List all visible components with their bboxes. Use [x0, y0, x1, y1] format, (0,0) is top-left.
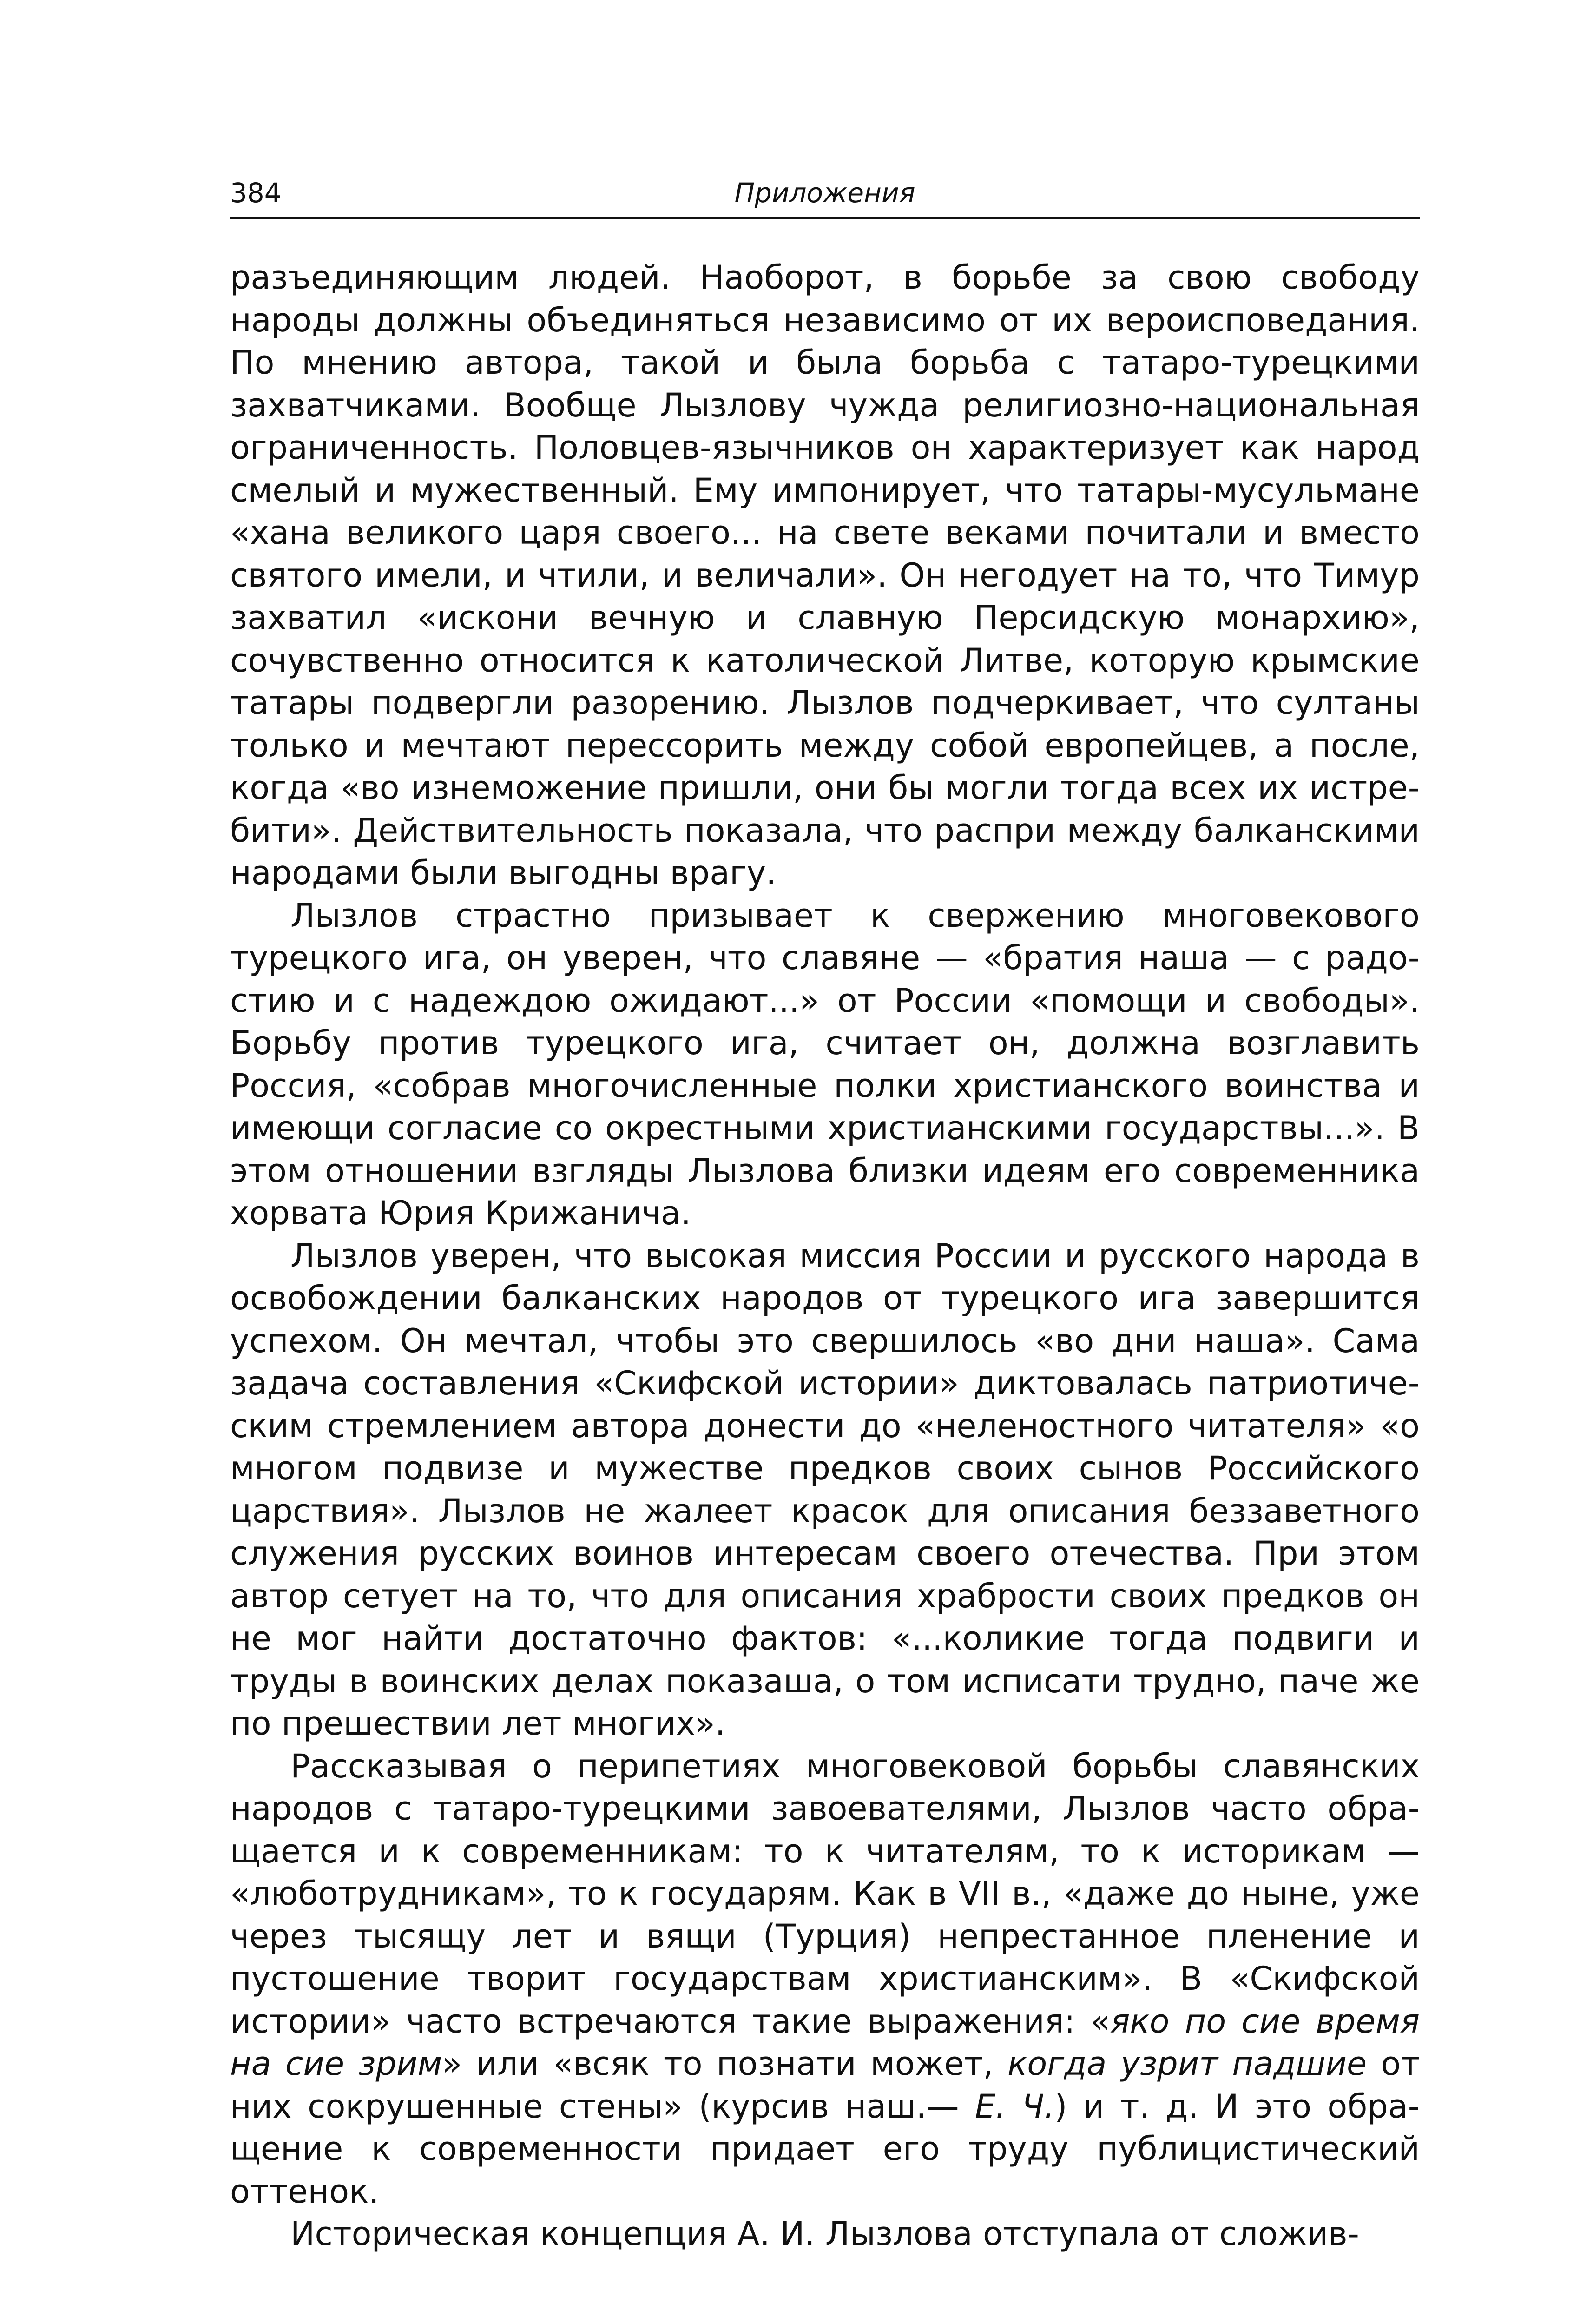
author-initials: Е. Ч. — [974, 2087, 1055, 2126]
italic-quote-2: когда узрит падшие — [1007, 2045, 1367, 2083]
paragraph-4-text-c: от них сокрушенные стены» (курсив наш.— — [230, 2045, 1420, 2126]
running-head: Приложения — [734, 177, 915, 209]
paragraph-4-text-a: Рассказывая о перипетиях многовековой борьбы славянских народов с татаро-турецкими завоевателями, Лызлов часто обращается и к современникам: то к читателям, то к историкам — «люботрудникам», то к государям. Как в VII в., «даже до ныне, уже через тысящу лет и вящи (Турция) непрестанное пленение и пустошение творит государствам христианским». В «Скифской истории» часто встречаются такие выражения: « — [230, 1747, 1420, 2040]
page-number: 384 — [230, 177, 282, 209]
paragraph-4-text-d: ) и т. д. И это обращение к современности придает его труду публицистический оттенок. — [230, 2087, 1420, 2211]
italic-quote-1: яко по сие время на сие зрим — [230, 2002, 1420, 2083]
paragraph-3: Лызлов уверен, что высокая миссия России и русского народа в освобождении балканских народов от турецкого ига завершится успехом. Он мечтал, чтобы это свершилось «во дни наша». Сама задача составления «Скифской истории» диктовалась патриотическим стремлением автора донести до «неленостного читателя» «о многом подвизе и мужестве предков своих сынов Российского царствия». Лызлов не жалеет красок для описания беззаветного служения русских воинов интересам своего отечества. При этом автор сетует на то, что для описания храбрости своих предков он не мог найти достаточно фактов: «...коликие тогда подвиги и труды в воинских делах показаша, о том исписати трудно, паче же по прешествии лет многих». — [230, 1236, 1420, 1743]
paragraph-5: Историческая концепция А. И. Лызлова отступала от сложив- — [290, 2215, 1359, 2253]
header-rule — [230, 217, 1420, 219]
paragraph-4-text-b: » или «всяк то познати может, — [442, 2045, 1008, 2083]
paragraph-1: разъединяющим людей. Наоборот, в борьбе за свою свободу народы должны объединяться независимо от их вероисповедания. По мнению автора, такой и была борьба с татаро-турецкими захватчиками. Вообще Лызлову чужда религиозно-национальная ограниченность. Половцев-язычников он характеризует как народ смелый и мужественный. Ему импонирует, что татары-мусульмане «хана великого царя своего... на свете веками почитали и вместо святого имели, и чтили, и величали». Он негодует на то, что Тимур захватил «искони вечную и славную Персидскую монархию», сочувственно относится к католической Литве, которую крымские татары подвергли разорению. Лызлов подчеркивает, что султаны только и мечтают перессорить между собой европейцев, а после, когда «во изнеможение пришли, они бы могли тогда всех их истребити». Действительность показала, что распри между балканскими народами были выгодны врагу. — [230, 258, 1420, 892]
body-text — [230, 257, 1420, 2256]
paragraph-4 — [230, 1745, 1420, 2213]
paragraph-2: Лызлов страстно призывает к свержению многовекового турецкого ига, он уверен, что славяне — «братия наша — с радостию и с надеждою ожидают...» от России «помощи и свободы». Борьбу против турецкого ига, считает он, должна возглавить Россия, «собрав многочисленные полки христианского воинства и имеющи согласие со окрестными христианскими государствы...». В этом отношении взгляды Лызлова близки идеям его современника хорвата Юрия Крижанича. — [230, 896, 1420, 1232]
page-header — [230, 165, 1420, 221]
